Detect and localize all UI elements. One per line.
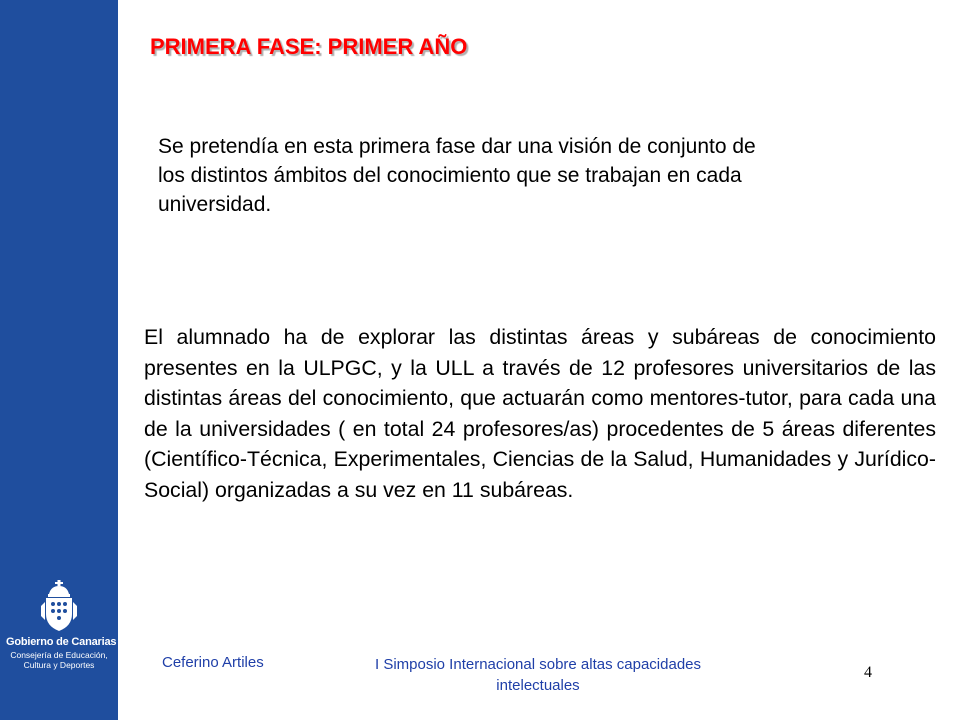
main-paragraph: El alumnado ha de explorar las distintas áreas y subáreas de conocimiento presentes en la ULPGC, y la ULL a través de 12 profesores universitarios de las distintas áreas del conocimiento, que actuarán como mentores-tutor, para cada una de la universidades ( en total 24 profesores/as) procedentes de 5 áreas diferentes (Científico-Técnica, Experimentales, Ciencias de la Salud, Humanidades y Jurídico-Social) organizadas a su vez en 11 subáreas. (144, 325, 936, 502)
intro-paragraph: Se pretendía en esta primera fase dar una visión de conjunto de los distintos ámbitos del conocimiento que se trabajan en cada universidad. (158, 135, 756, 216)
coat-of-arms-icon (39, 580, 79, 632)
sidebar-band (0, 0, 118, 720)
footer-author: Ceferino Artiles (162, 654, 264, 671)
government-logo (6, 580, 117, 670)
page-number: 4 (864, 664, 872, 681)
logo-title: Gobierno de Canarias (6, 636, 117, 648)
slide-title: PRIMERA FASE: PRIMER AÑO (150, 34, 468, 59)
logo-department: Consejería de Educación, Cultura y Deportes (10, 650, 108, 670)
footer-event: I Simposio Internacional sobre altas capacidades intelectuales (374, 656, 702, 694)
